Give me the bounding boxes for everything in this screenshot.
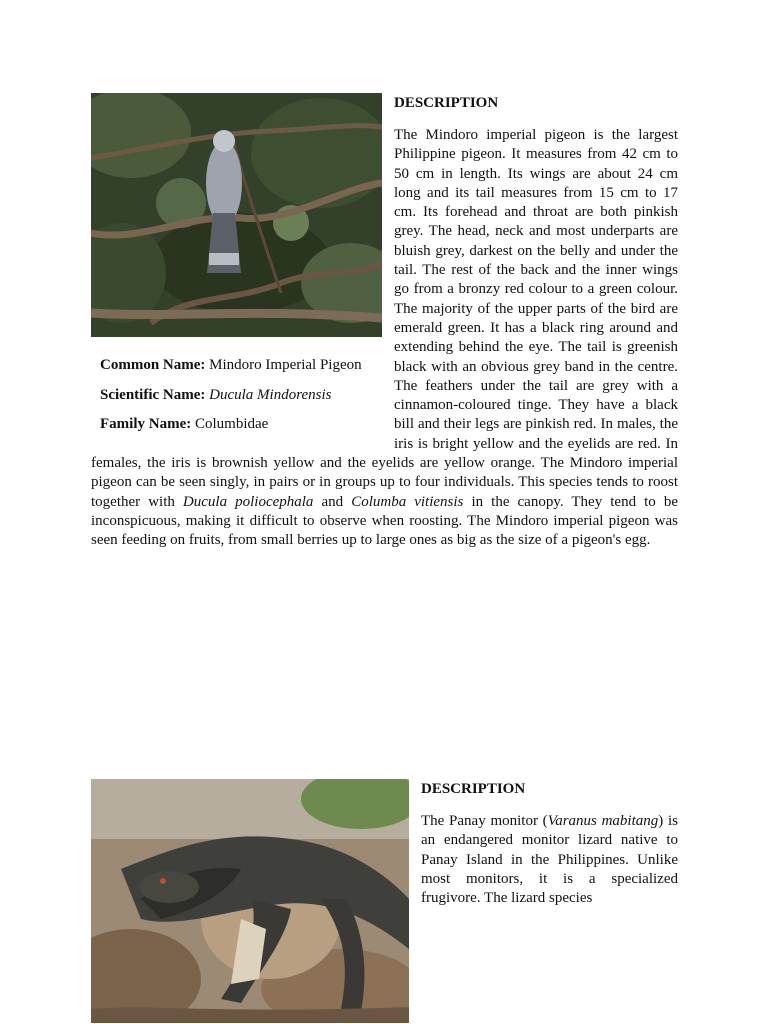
scientific-name-value: Ducula Mindorensis (209, 386, 332, 403)
family-name-row (100, 415, 382, 434)
common-name-row (100, 356, 382, 375)
scientific-name-label: Scientific Name: (100, 386, 206, 403)
pigeon-photo-block (91, 93, 382, 445)
monitor-scientific-name: Varanus mabitang (547, 813, 659, 829)
family-name-value: Columbidae (194, 416, 269, 432)
pigeon-section (91, 93, 678, 551)
monitor-photo (91, 779, 409, 1023)
pigeon-description-part2: in the canopy. They tend to be inconspicuous, making it difficult to observe when roosting. The Mindoro imperial pigeon was seen feeding on fruits, from small berries up to large ones as big as the size of a pigeon's egg. (91, 493, 678, 549)
scientific-name-row (100, 386, 382, 405)
pigeon-description-part1: The Mindoro imperial pigeon is the largest Philippine pigeon. It measures from 42 cm to 50 cm in length. Its wings are about 24 cm long and its tail measures from 15 cm to 17 cm. Its forehead and throat are both pinkish grey. The head, neck and most underparts are bluish grey, darkest on the belly and under the tail. The rest of the back and the inner wings go from a bronzy red colour to a green colour. The majority of the upper parts of the bird are emerald green. It has a black ring around and extending behind the eye. The tail is greenish black with an obvious grey band in the centre. The feathers under the tail are grey with a cinnamon-coloured tinge. They have a black bill and their legs are pinkish red. In males, the iris is bright yellow and the eyelids are red. In females, the iris is brownish yellow and the eyelids are yellow orange. The Mindoro imperial pigeon can be seen singly, in pairs or in groups up to four individuals. This species tends to roost together with (91, 127, 678, 510)
monitor-description-heading: DESCRIPTION (421, 781, 526, 797)
monitor-section (91, 779, 678, 1023)
common-name-label: Common Name: (100, 357, 206, 373)
common-name-value: Mindoro Imperial Pigeon (209, 357, 362, 373)
monitor-description-rest: ) is an endangered monitor lizard native to Panay Island in the Philippines. Unlike most monitors, it is a specialized frugivore. The lizard species (421, 813, 678, 907)
monitor-photo-block (91, 779, 409, 1023)
monitor-description-start: The Panay monitor ( (421, 813, 548, 829)
pigeon-names (91, 337, 382, 434)
pigeon-description-heading: DESCRIPTION (394, 95, 499, 111)
species-columba-vitiensis: Columba vitiensis (351, 493, 464, 510)
pigeon-photo (91, 93, 382, 337)
and-word: and (313, 493, 352, 510)
species-ducula-poliocephala: Ducula poliocephala (182, 493, 314, 510)
family-name-label: Family Name: (100, 416, 192, 432)
